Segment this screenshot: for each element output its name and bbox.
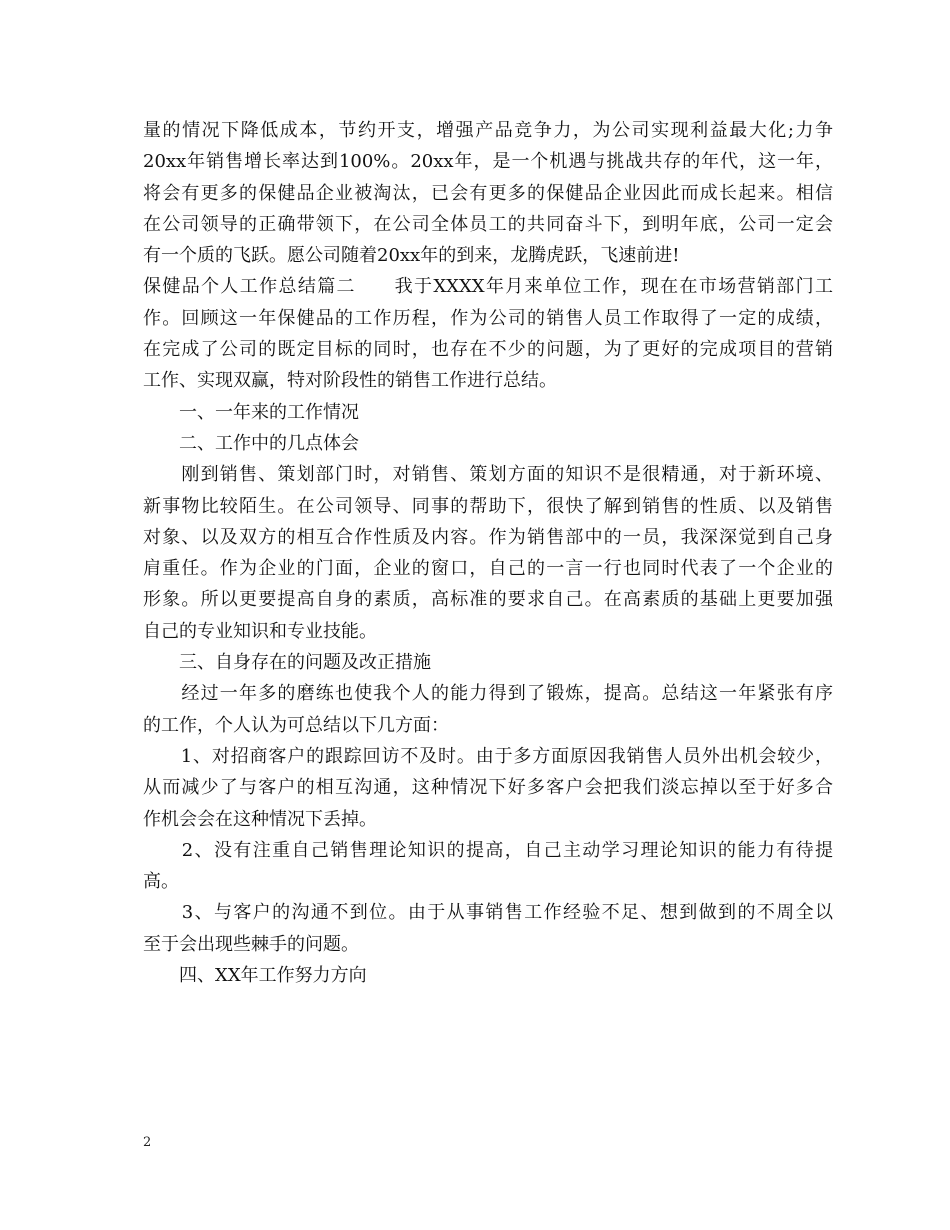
text-line: 作机会会在这种情况下丢掉。	[143, 808, 377, 830]
subheading-line: 四、XX年工作努力方向	[143, 965, 367, 987]
text-line: 工作、实现双赢，特对阶段性的销售工作进行总结。	[143, 370, 557, 392]
text-line: 高。	[143, 871, 179, 893]
text-line: 有一个质的飞跃。愿公司随着20xx年的到来，龙腾虎跃，飞速前进!	[143, 245, 680, 267]
text-line: 刚到销售、策划部门时，对销售、策划方面的知识不是很精通，对于新环境、	[143, 464, 833, 486]
text-line: 经过一年多的磨练也使我个人的能力得到了锻炼，提高。总结这一年紧张有序	[143, 683, 833, 705]
text-line: 新事物比较陌生。在公司领导、同事的帮助下，很快了解到销售的性质、以及销售	[143, 495, 833, 517]
text-line: 在完成了公司的既定目标的同时，也存在不少的问题，为了更好的完成项目的营销	[143, 339, 833, 361]
text-line: 肩重任。作为企业的门面，企业的窗口，自己的一言一行也同时代表了一个企业的	[143, 558, 833, 580]
section-heading-line: 保健品个人工作总结篇二 我于XXXX年月来单位工作，现在在市场营销部门工	[143, 276, 833, 298]
text-line: 从而减少了与客户的相互沟通，这种情况下好多客户会把我们淡忘掉以至于好多合	[143, 777, 833, 799]
text-line: 对象、以及双方的相互合作性质及内容。作为销售部中的一员，我深深觉到自己身	[143, 526, 833, 548]
subheading-line: 三、自身存在的问题及改正措施	[143, 652, 431, 674]
text-line: 3、与客户的沟通不到位。由于从事销售工作经验不足、想到做到的不周全以	[143, 902, 833, 924]
text-line: 自己的专业知识和专业技能。	[143, 620, 377, 642]
text-line: 量的情况下降低成本，节约开支，增强产品竞争力，为公司实现利益最大化;力争	[143, 120, 833, 141]
text-line: 将会有更多的保健品企业被淘汰，已会有更多的保健品企业因此而成长起来。相信	[143, 182, 833, 204]
text-line: 1、对招商客户的跟踪回访不及时。由于多方面原因我销售人员外出机会较少，	[143, 745, 833, 767]
page-number: 2	[143, 1135, 152, 1150]
subheading-line: 一、一年来的工作情况	[143, 401, 359, 423]
text-line: 2、没有注重自己销售理论知识的提高，自己主动学习理论知识的能力有待提	[143, 839, 833, 861]
text-line: 形象。所以更要提高自身的素质，高标准的要求自己。在高素质的基础上更要加强	[143, 589, 833, 611]
text-line: 20xx年销售增长率达到100%。20xx年，是一个机遇与挑战共存的年代，这一年，	[143, 151, 833, 173]
text-line: 在公司领导的正确带领下，在公司全体员工的共同奋斗下，到明年底，公司一定会	[143, 213, 833, 235]
document-body	[143, 115, 833, 991]
subheading-line: 二、工作中的几点体会	[143, 432, 359, 454]
text-line: 的工作，个人认为可总结以下几方面：	[143, 714, 449, 736]
text-line: 至于会出现些棘手的问题。	[143, 933, 359, 955]
text-line: 作。回顾这一年保健品的工作历程，作为公司的销售人员工作取得了一定的成绩，	[143, 307, 833, 329]
